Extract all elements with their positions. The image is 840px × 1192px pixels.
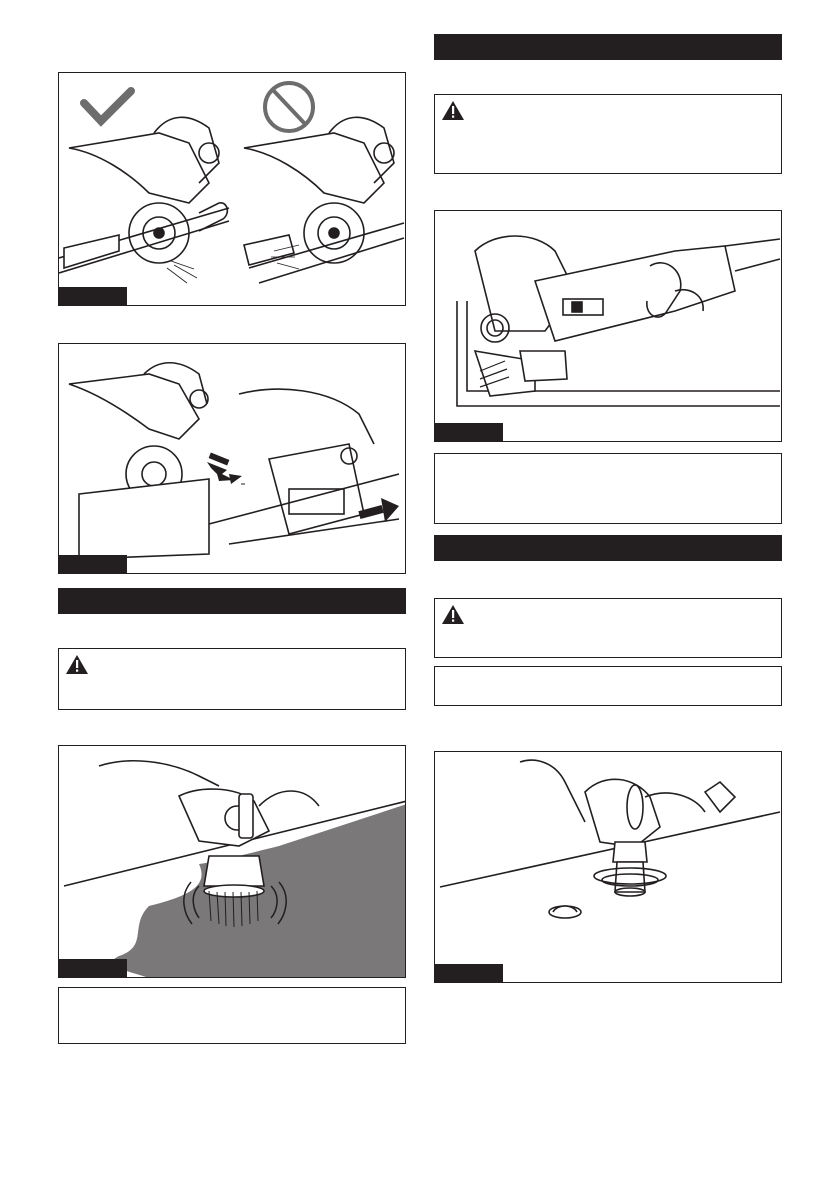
prohibited-icon <box>265 83 313 131</box>
figure-number-tag <box>59 959 127 977</box>
wire-cup-brush-illustration <box>59 746 406 978</box>
wire-wheel-brush-illustration <box>435 752 782 983</box>
figure-correct-wrong-cutting <box>58 72 406 306</box>
figure-number-tag <box>59 287 127 305</box>
figure-number-tag <box>59 555 127 573</box>
figure-wire-wheel-brush <box>434 751 782 983</box>
section-header-bar <box>434 535 782 561</box>
note-box <box>434 453 782 524</box>
warning-box <box>434 598 782 658</box>
warning-triangle-icon <box>442 605 464 624</box>
check-icon <box>84 91 131 121</box>
note-box <box>58 987 406 1044</box>
figure-number-tag <box>435 423 503 441</box>
warning-triangle-icon <box>442 101 464 120</box>
cutting-direction-illustration <box>59 344 406 574</box>
figure-cut-off-wall <box>434 210 782 442</box>
section-header-bar <box>434 34 782 60</box>
warning-box <box>434 94 782 174</box>
warning-box <box>58 648 406 710</box>
wall-cutting-illustration <box>435 211 782 442</box>
warning-triangle-icon <box>66 655 88 674</box>
note-box <box>434 666 782 706</box>
cutting-illustration <box>59 73 406 306</box>
figure-number-tag <box>435 964 503 982</box>
figure-wire-cup-brush <box>58 745 406 978</box>
figure-cutting-direction <box>58 343 406 574</box>
section-header-bar <box>58 588 406 614</box>
